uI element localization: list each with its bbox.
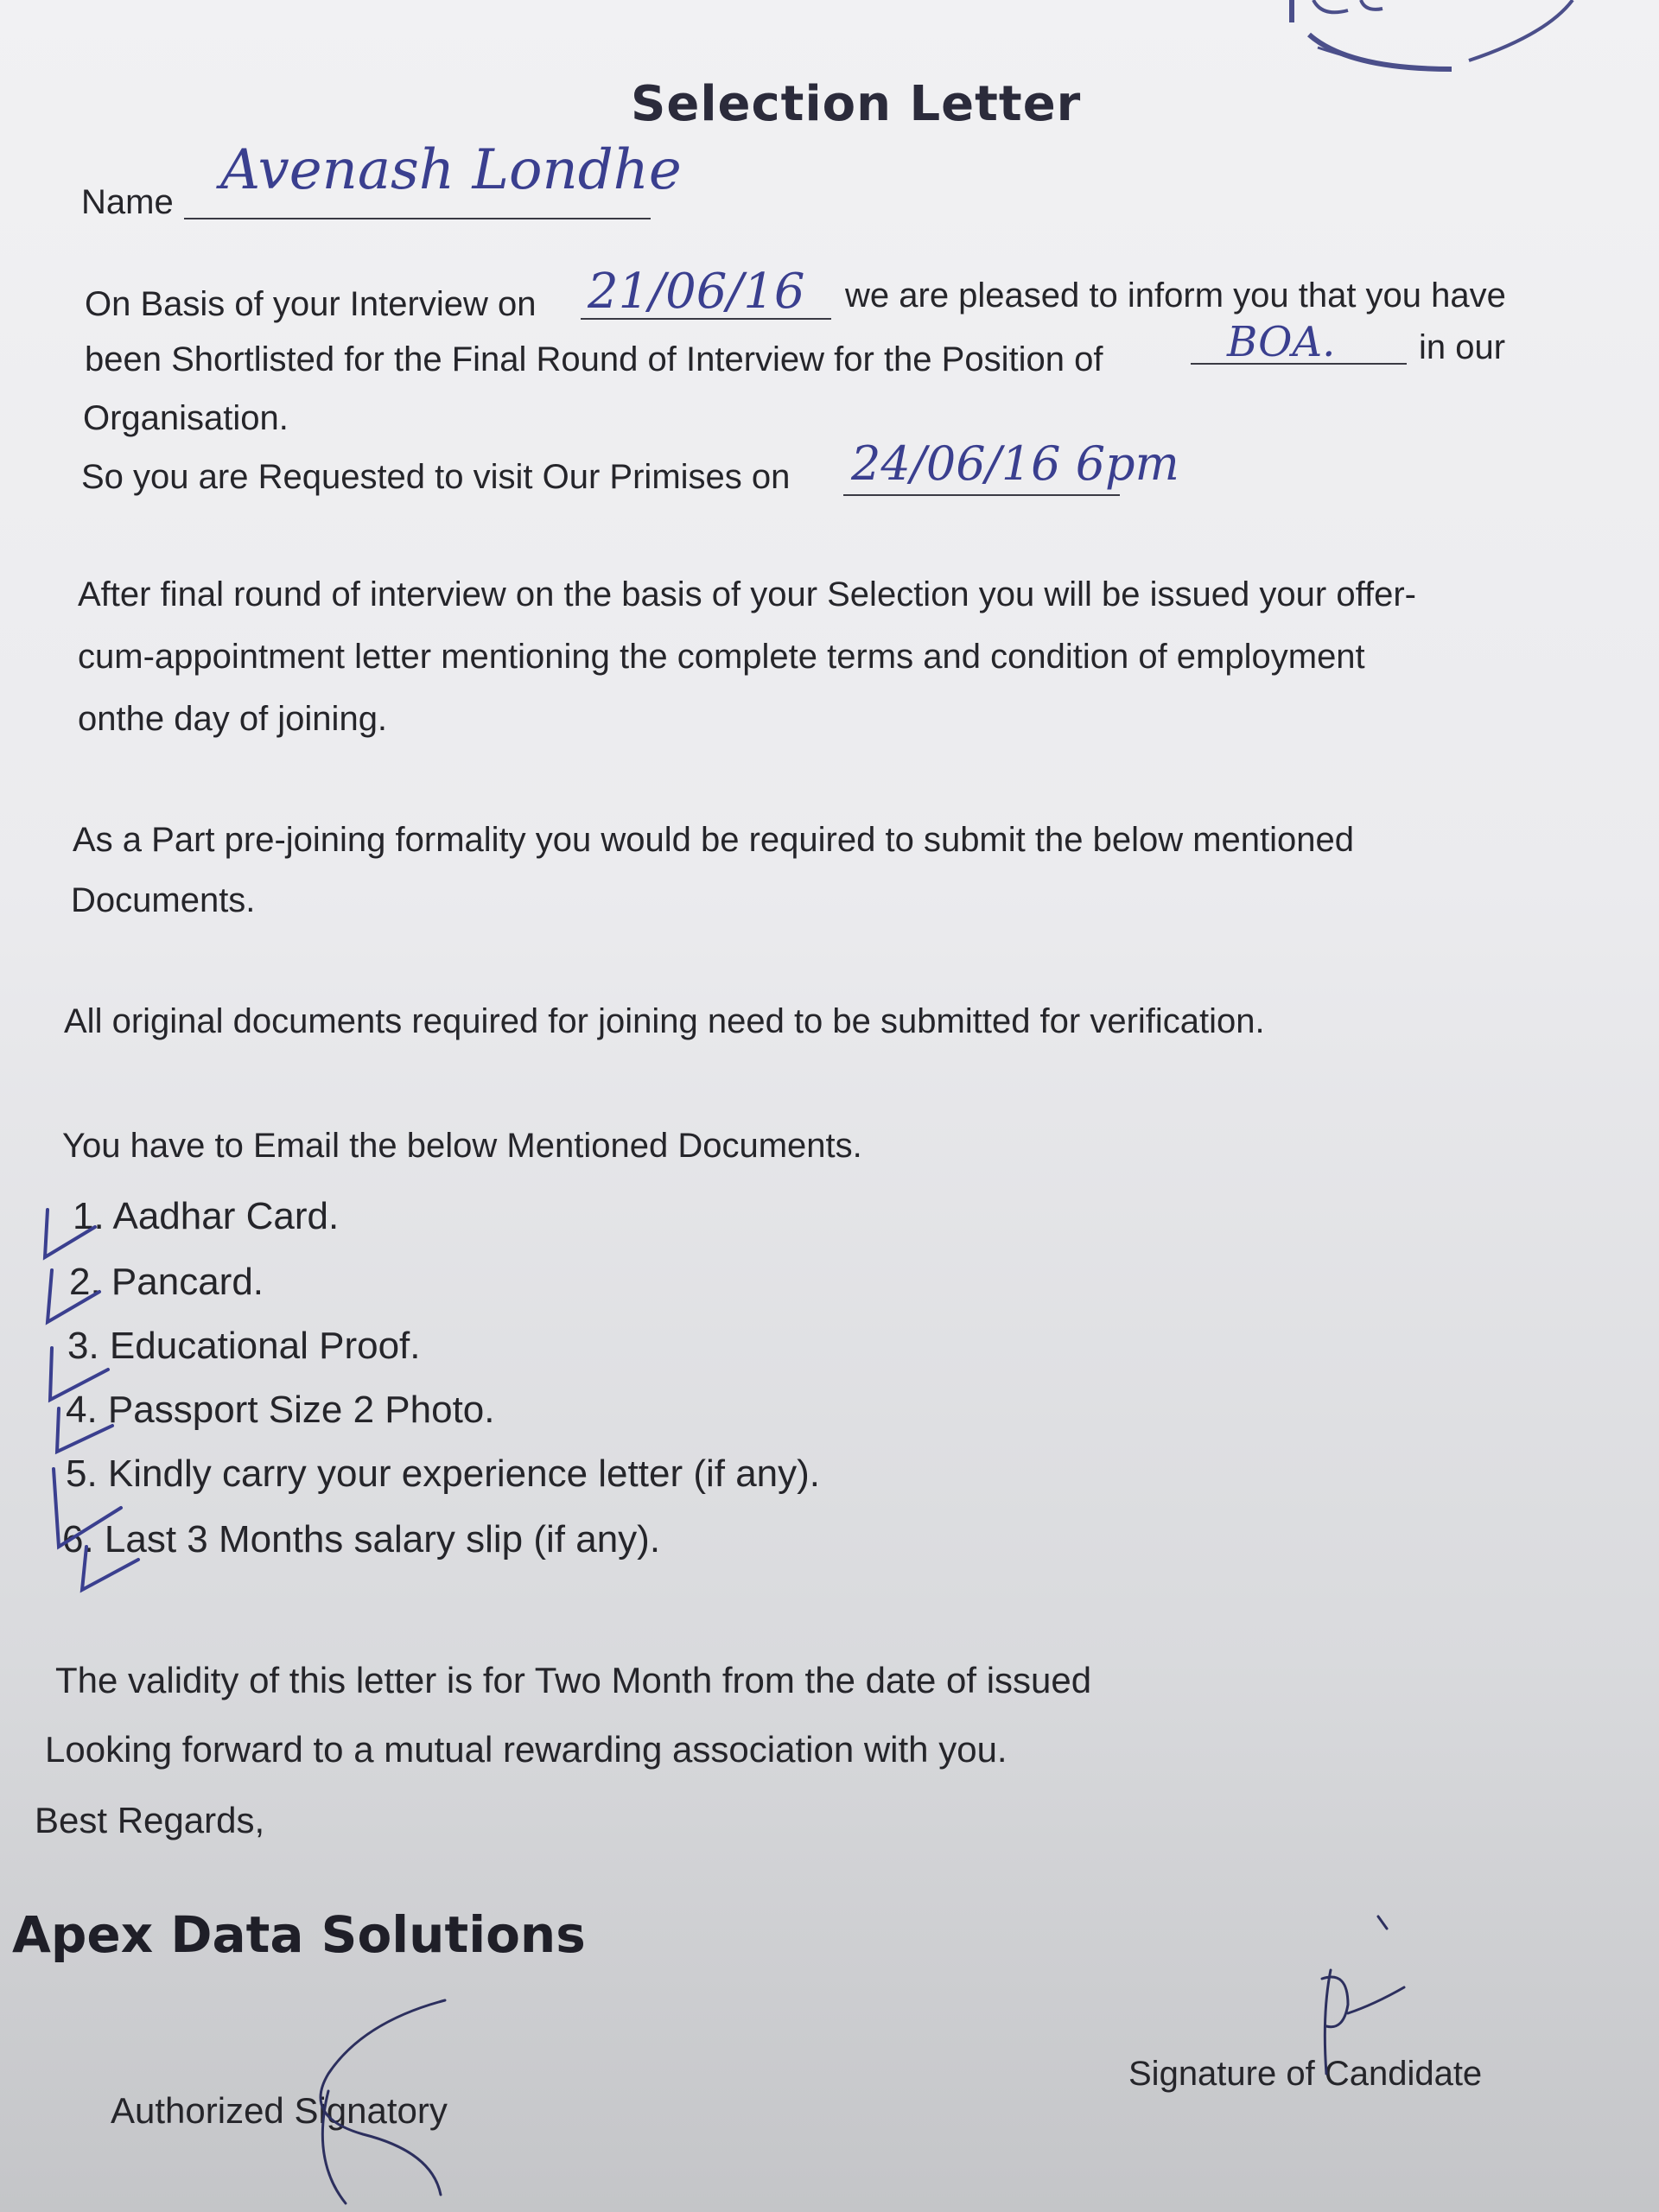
letter-title: Selection Letter	[631, 76, 1082, 132]
interview-suffix: we are pleased to inform you that you have	[845, 276, 1506, 315]
company-name: Apex Data Solutions	[12, 1905, 586, 1964]
organisation-text: Organisation.	[83, 399, 289, 437]
authorized-signatory-label: Authorized Signatory	[111, 2090, 448, 2131]
paragraph-prejoining-line1: As a Part pre-joining formality you would be required to submit the below mentioned	[73, 821, 1355, 859]
position-handwritten: BOA.	[1227, 318, 1336, 366]
document-item: 5. Kindly carry your experience letter (if any).	[66, 1452, 821, 1495]
document-item: 4. Passport Size 2 Photo.	[66, 1389, 495, 1431]
validity-text: The validity of this letter is for Two Month from the date of issued	[55, 1660, 1092, 1700]
interview-date-handwritten: 21/06/16	[588, 264, 805, 320]
visit-date-underline	[843, 494, 1120, 496]
candidate-signature-scribble	[1322, 1916, 1404, 2074]
paragraph-offer-line1: After final round of interview on the basis of your Selection you will be issued your offer-	[78, 575, 1416, 613]
name-handwritten: Avenash Londhe	[220, 138, 682, 202]
position-suffix: in our	[1419, 328, 1506, 366]
paragraph-offer-line3: onthe day of joining.	[78, 700, 388, 738]
paragraph-originals: All original documents required for joining need to be submitted for verification.	[64, 1002, 1265, 1040]
visit-date-handwritten: 24/06/16 6pm	[851, 436, 1179, 491]
position-prefix: been Shortlisted for the Final Round of Interview for the Position of	[85, 340, 1103, 378]
candidate-signature-label: Signature of Candidate	[1128, 2055, 1483, 2093]
paragraph-prejoining-line2: Documents.	[71, 881, 256, 919]
best-regards-text: Best Regards,	[35, 1800, 265, 1840]
email-heading: You have to Email the below Mentioned Documents.	[62, 1127, 862, 1165]
paragraph-offer-line2: cum-appointment letter mentioning the complete terms and condition of employment	[78, 638, 1365, 676]
visit-prefix: So you are Requested to visit Our Primises on	[81, 458, 791, 496]
looking-forward-text: Looking forward to a mutual rewarding association with you.	[45, 1729, 1007, 1770]
document-item: 6. Last 3 Months salary slip (if any).	[62, 1518, 661, 1560]
name-underline	[184, 218, 651, 219]
document-item: 1. Aadhar Card.	[73, 1195, 340, 1237]
interview-prefix: On Basis of your Interview on	[85, 285, 537, 323]
document-item: 2. Pancard.	[69, 1261, 264, 1303]
name-label: Name	[81, 183, 174, 221]
document-item: 3. Educational Proof.	[67, 1325, 421, 1367]
